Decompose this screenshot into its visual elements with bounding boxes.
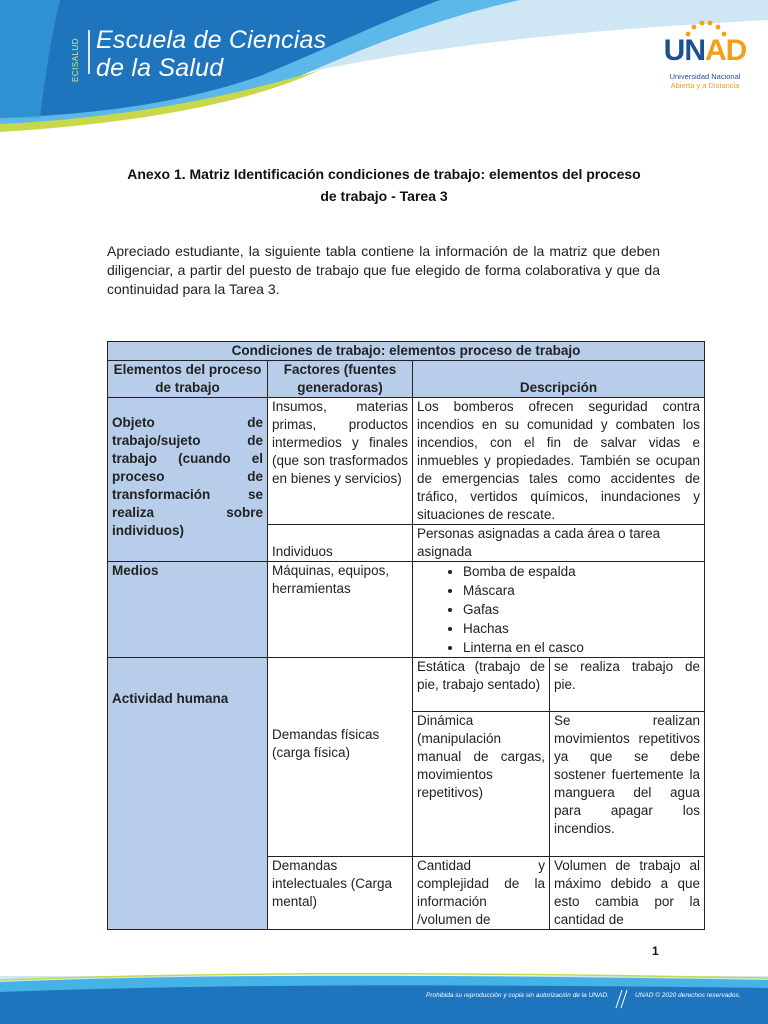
list-item: • Hachas [463, 619, 700, 638]
logo-wordmark: UNAD [663, 34, 747, 67]
factor-demandas-intelectuales: Demandas intelectuales (Carga mental) [268, 857, 413, 930]
desc-individuos: Personas asignadas a cada área o tarea asignada [413, 525, 705, 562]
list-item: • Linterna en el casco [463, 638, 700, 657]
table-row [108, 562, 705, 658]
school-name [96, 26, 326, 82]
factor-insumos: Insumos, materias primas, productos intermedios y finales (que son trasformados en bienes y servicios) [268, 398, 413, 525]
desc-insumos: Los bomberos ofrecen seguridad contra incendios en su comunidad y combaten los incendios, con el fin de salvar vidas e inmuebles y propiedades. También se ocupan de emergencias tales como accidentes de tráfico, vertidos químicos, inundaciones y situaciones de rescate. [413, 398, 705, 525]
footer-rights: UNAD © 2020 derechos reservados. [635, 992, 741, 999]
page-footer [0, 968, 768, 1024]
sub-dinamica: Dinámica (manipulación manual de cargas, movimientos repetitivos) [413, 712, 550, 857]
col-header-descripcion: Descripción [413, 361, 705, 398]
table-header-row [108, 361, 705, 398]
row-label-objeto: Objeto de trabajo/sujeto de trabajo (cuando el proceso de transformación se realiza sobre individuos) [108, 398, 268, 562]
list-item: • Gafas [463, 600, 700, 619]
school-name-line1: Escuela de Ciencias [96, 26, 327, 54]
document-title [106, 163, 662, 207]
desc-estatica: se realiza trabajo de pie. [550, 658, 705, 712]
unad-logo [660, 20, 750, 90]
factor-medios: Máquinas, equipos, herramientas [268, 562, 413, 658]
col-header-factores: Factores (fuentes generadoras) [268, 361, 413, 398]
page-header [0, 0, 768, 135]
desc-cantidad: Volumen de trabajo al máximo debido a que esto cambia por la cantidad de [550, 857, 705, 930]
document-title-line2: de trabajo - Tarea 3 [320, 188, 448, 204]
tools-list [417, 562, 700, 657]
table-caption: Condiciones de trabajo: elementos proceso de trabajo [108, 342, 705, 361]
ecisalud-vertical-tag: ECISALUD [71, 38, 80, 83]
factor-individuos: Individuos [268, 525, 413, 562]
list-item: • Bomba de espalda [463, 562, 700, 581]
table-row [108, 658, 705, 712]
table-caption-row [108, 342, 705, 361]
table-row [108, 398, 705, 525]
school-name-line2: de la Salud [96, 54, 224, 82]
col-header-elementos: Elementos del proceso de trabajo [108, 361, 268, 398]
page-number: 1 [652, 944, 659, 958]
work-conditions-matrix [107, 341, 705, 930]
factor-demandas-fisicas: Demandas físicas (carga física) [268, 658, 413, 857]
row-label-actividad: Actividad humana [108, 658, 268, 930]
document-title-line1: Anexo 1. Matriz Identificación condiciones de trabajo: elementos del proceso [127, 166, 641, 182]
desc-medios [413, 562, 705, 658]
footer-copy-notice: Prohibida su reproducción y copia sin autorización de la UNAD. [426, 992, 609, 999]
desc-dinamica: Se realizan movimientos repetitivos ya que se debe sostener fuertemente la manguera del agua para apagar los incendios. [550, 712, 705, 857]
sub-estatica: Estática (trabajo de pie, trabajo sentado) [413, 658, 550, 712]
sub-cantidad: Cantidad y complejidad de la información /volumen de [413, 857, 550, 930]
intro-paragraph: Apreciado estudiante, la siguiente tabla contiene la información de la matriz que deben diligenciar, a partir del puesto de trabajo que fue elegido de forma colaborativa y que da continuidad para la Tarea 3. [107, 243, 660, 297]
list-item: • Máscara [463, 581, 700, 600]
logo-subtitle-1: Universidad Nacional [669, 72, 741, 81]
row-label-medios: Medios [108, 562, 268, 658]
logo-subtitle-2: Abierta y a Distancia [670, 81, 740, 90]
